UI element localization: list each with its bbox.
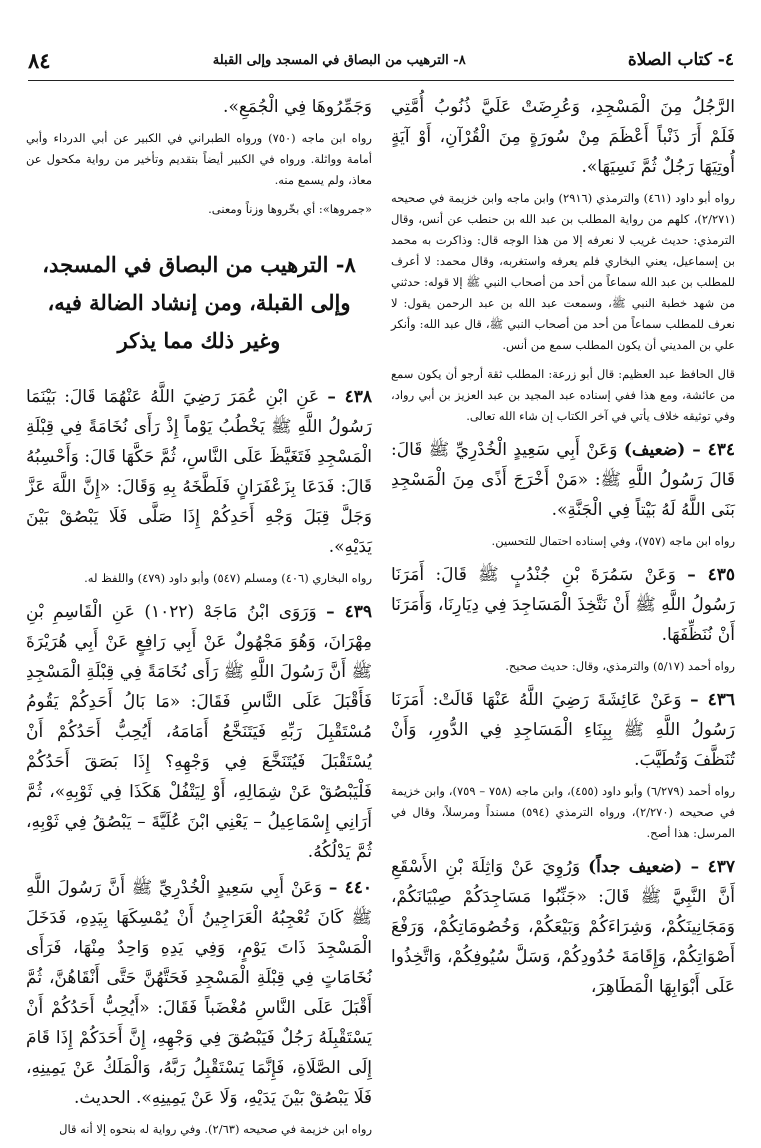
- left-column: [26, 92, 372, 1148]
- section-heading: ٨- الترهيب من البصاق في المسجد، وإلى القبلة، ومن إنشاد الضالة فيه، وغير ذلك مما يذكر: [42, 252, 356, 353]
- hadith-436: [391, 685, 735, 775]
- hadith-437: [391, 852, 735, 1002]
- hadith-text: وَرُوِيَ عَنْ وَاثِلَةَ بْنِ الأَسْقَعِ أَنَّ النَّبِيَّ ﷺ قَالَ: «جَنِّبُوا مَسَاجِدَكُمْ صِبْيَانَكُمْ، وَمَجَانِينَكُمْ، وَشِرَاءَكُمْ وَبَيْعَكُمْ، وَخُصُومَاتِكُمْ، وَرَفْعَ أَصْوَاتِكُمْ، وَإِقَامَةَ حُدُودِكُمْ، وَسَلَّ سُيُوفِكُمْ، وَاتَّخِذُوا عَلَى أَبْوَابِهَا الْمَطَاهِرَ،: [391, 857, 735, 997]
- citation-note: رواه ابن ماجه (٧٥٧)، وفي إسناده احتمال للتحسين.: [491, 534, 735, 548]
- citation-note: رواه أبو داود (٤٦١) والترمذي (٢٩١٦) وابن ماجه وابن خزيمة في صحيحه (٢/٢٧١)، كلهم من رواية المطلب بن عبد الله بن حنطب عن أنس، وقال الترمذي: حديث غريب لا نعرفه إلا من هذا الوجه قال: وذاكرت به محمد بن إسماعيل، يعني البخاري فلم يعرفه واستغربه، وقال محمد: لا أعرف للمطلب بن عبد الله سماعاً من أحد من أصحاب النبي ﷺ إلا قوله: حدثني من شهد خطبة النبي ﷺ، وسمعت عبد الله بن عبد الرحمن يقول: لا نعرف للمطلب سماعاً من أحد من أصحاب النبي ﷺ، قال عبد الله: وأنكر علي بن المديني أن يكون المطلب سمع من أنس.: [391, 191, 735, 352]
- citation-note: رواه البخاري (٤٠٦) ومسلم (٥٤٧) وأبو داود (٤٧٩) واللفظ له.: [84, 571, 372, 585]
- citation-note: قال الحافظ عبد العظيم: قال أبو زرعة: المطلب ثقة أرجو أن يكون سمع من عائشة، ومع هذا ففي إسناده عبد المجيد بن عبد العزيز بن أبي رواد، وفي توثيقه خلاف يأتي في آخر الكتاب إن شاء الله تعالى.: [391, 367, 735, 423]
- continued-text: وَجَمِّرُوهَا فِي الْجُمَعِ».: [223, 97, 372, 117]
- hadith-text: وَعَنْ أَبِي سَعِيدٍ الْخُدْرِيِّ ﷺ أَنَّ رَسُولَ اللَّهِ ﷺ كَانَ تُعْجِبُهُ الْعَرَاجِينُ أَنْ يُمْسِكَهَا بِيَدِهِ، فَدَخَلَ الْمَسْجِدَ ذَاتَ يَوْمٍ، وَفِي يَدِهِ وَاحِدٌ مِنْهَا، فَرَأَى نُخَامَاتٍ فِي قِبْلَةِ الْمَسْجِدِ فَحَتَّهُنَّ حَتَّى أَنْقَاهُنَّ، ثُمَّ أَقْبَلَ عَلَى النَّاسِ مُغْضَباً فَقَالَ: «أَيُحِبُّ أَحَدُكُمْ أَنْ يَسْتَقْبِلَهُ رَجُلٌ فَيَبْصُقَ فِي وَجْهِهِ، إِنَّ أَحَدَكُمْ إِذَا قَامَ إِلَى الصَّلَاةِ، فَإِنَّمَا يَسْتَقْبِلُ رَبَّهُ، وَالْمَلَكُ عَنْ يَمِينِهِ، فَلَا يَبْصُقْ بَيْنَ يَدَيْهِ، وَلَا عَنْ يَمِينِهِ». الحديث.: [26, 878, 372, 1108]
- hadith-number: ٤٣٦ –: [690, 690, 736, 710]
- continued-text: الرَّجُلُ مِنَ الْمَسْجِدِ، وَعُرِضَتْ عَلَيَّ ذُنُوبُ أُمَّتِي فَلَمْ أَرَ ذَنْباً أَعْظَمَ مِنْ سُورَةٍ مِنَ الْقُرْآنِ، أَوْ آيَةٍ أُوتِيَهَا رَجُلٌ ثُمَّ نَسِيَهَا».: [391, 97, 735, 177]
- chapter-title: ٤- كتاب الصلاة: [627, 50, 734, 70]
- hadith-number: ٤٣٨ –: [327, 387, 373, 407]
- citation-note: رواه أحمد (٦/٢٧٩) وأبو داود (٤٥٥)، وابن ماجه (٧٥٨ – ٧٥٩)، وابن خزيمة في صحيحه (٢/٢٧٠)، ورواه الترمذي (٥٩٤) مسنداً ومرسلاً، وقال في المرسل: هذا أصح.: [391, 784, 735, 840]
- right-column: [391, 92, 735, 1008]
- page-header: [28, 40, 734, 81]
- citation-note: رواه ابن خزيمة في صحيحه (٢/٦٣). وفي رواية له بنحوه إلا أنه قال: [59, 1122, 372, 1136]
- citation-note: رواه ابن ماجه (٧٥٠) ورواه الطبراني في الكبير عن أبي الدرداء وأبي أمامة وواثلة. ورواه في الكبير أيضاً بتقديم وتأخير من رواية مكحول عن معاذ، ولم يسمع منه.: [26, 131, 372, 187]
- hadith-434: [391, 435, 735, 525]
- hadith-440: [26, 873, 372, 1113]
- hadith-text: وَعَنْ عَائِشَةَ رَضِيَ اللَّهُ عَنْهَا قَالَتْ: أَمَرَنَا رَسُولُ اللَّهِ ﷺ بِبِنَاءِ الْمَسَاجِدِ فِي الدُّورِ، وَأَنْ تُنَظَّفَ وَتُطَيَّبَ.: [391, 690, 735, 770]
- citation-note: رواه أحمد (٥/١٧) والترمذي، وقال: حديث صحيح.: [505, 659, 735, 673]
- page-number: ٨٤: [28, 47, 51, 73]
- hadith-439: [26, 597, 372, 867]
- hadith-435: [391, 560, 735, 650]
- hadith-text: وَعَنْ أَبِي سَعِيدٍ الْخُدْرِيِّ ﷺ قَالَ: قَالَ رَسُولُ اللَّهِ ﷺ: «مَنْ أَخْرَجَ أَذًى مِنَ الْمَسْجِدِ بَنَى اللَّهُ لَهُ بَيْتاً فِي الْجَنَّةِ».: [391, 440, 735, 520]
- section-running-title: ٨- الترهيب من البصاق في المسجد وإلى القبلة: [212, 52, 466, 68]
- hadith-number: ٤٤٠ –: [328, 878, 372, 898]
- hadith-438: [26, 382, 372, 562]
- hadith-number: ٤٣٧ – (ضعيف جداً): [588, 857, 735, 877]
- gloss-note: «جمروها»: أي بخّروها وزناً ومعنى.: [208, 202, 372, 216]
- hadith-number: ٤٣٤ – (ضعيف): [623, 440, 735, 460]
- hadith-text: وَعَنْ سَمُرَةَ بْنِ جُنْدُبٍ ﷺ قَالَ: أَمَرَنَا رَسُولُ اللَّهِ ﷺ أَنْ نَتَّخِذَ الْمَسَاجِدَ فِي دِيَارِنَا، وَأَمَرَنَا أَنْ نُنَظِّفَهَا.: [391, 565, 735, 645]
- hadith-number: ٤٣٩ –: [326, 602, 373, 622]
- hadith-number: ٤٣٥ –: [687, 565, 736, 585]
- hadith-text: وَرَوَى ابْنُ مَاجَهْ (١٠٢٢) عَنِ الْقَاسِمِ بْنِ مِهْرَانَ، وَهُوَ مَجْهُولٌ عَنْ أَبِي رَافِعٍ عَنْ أَبِي هُرَيْرَةَ ﷺ أَنَّ رَسُولَ اللَّهِ ﷺ رَأَى نُخَامَةً فِي قِبْلَةِ الْمَسْجِدِ فَأَقْبَلَ عَلَى النَّاسِ فَقَالَ: «مَا بَالُ أَحَدِكُمْ يَقُومُ مُسْتَقْبِلَ رَبِّهِ فَيَتَنَخَّعُ أَمَامَهُ، أَيُحِبُّ أَحَدُكُمْ أَنْ يُسْتَقْبَلَ فَيُتَنَخَّعَ فِي وَجْهِهِ؟ إِذَا بَصَقَ أَحَدُكُمْ فَلْيَبْصُقْ عَنْ شِمَالِهِ، أَوْ لِيَتْفُلْ هَكَذَا فِي ثَوْبِهِ»، ثُمَّ أَرَانِي إِسْمَاعِيلُ – يَعْنِي ابْنَ عُلَيَّةَ – يَبْصُقُ فِي ثَوْبِهِ، ثُمَّ يَدْلُكُهُ.: [26, 602, 372, 862]
- hadith-text: عَنِ ابْنِ عُمَرَ رَضِيَ اللَّهُ عَنْهُمَا قَالَ: بَيْنَمَا رَسُولُ اللَّهِ ﷺ يَخْطُبُ يَوْماً إِذْ رَأَى نُخَامَةً فِي قِبْلَةِ الْمَسْجِدِ فَتَغَيَّظَ عَلَى النَّاسِ، ثُمَّ حَكَّهَا قَالَ: وَأَحْسِبُهُ قَالَ: فَدَعَا بِزَعْفَرَانٍ فَلَطَّخَهُ بِهِ وَقَالَ: «إِنَّ اللَّهَ عَزَّ وَجَلَّ قِبَلَ وَجْهِ أَحَدِكُمْ إِذَا صَلَّى فَلَا يَبْصُقْ بَيْنَ يَدَيْهِ».: [26, 387, 372, 557]
